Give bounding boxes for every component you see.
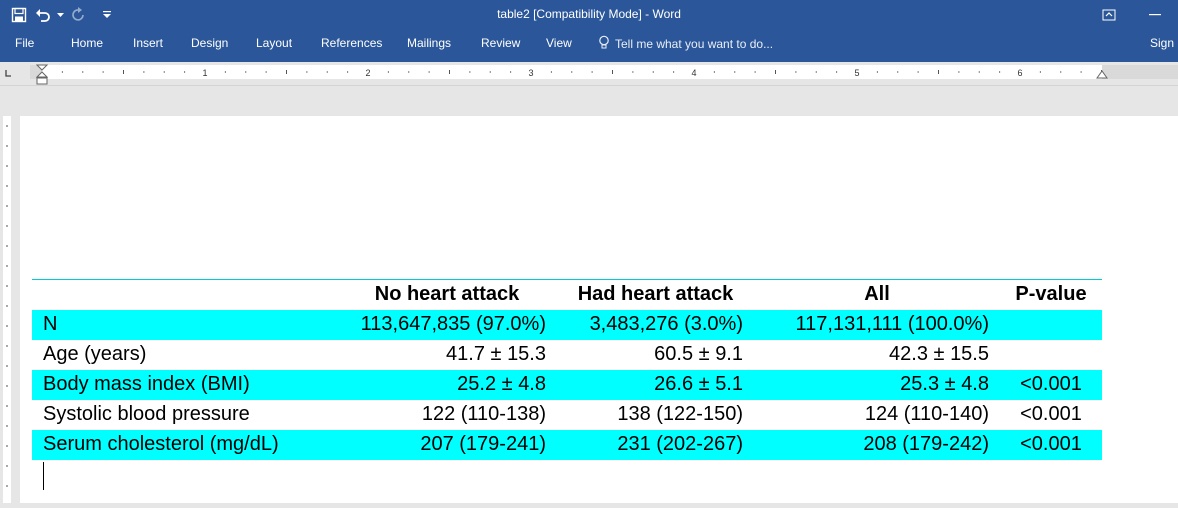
header-had-heart-attack: Had heart attack (577, 283, 734, 306)
table-row (32, 430, 1102, 460)
cell-had-heart-attack: 3,483,276 (3.0%) (557, 310, 754, 340)
tab-file[interactable]: File (15, 36, 35, 50)
horizontal-ruler[interactable] (30, 65, 1178, 79)
cell-no-heart-attack: 207 (179-241) (337, 430, 557, 460)
cell-had-heart-attack: 231 (202-267) (557, 430, 754, 460)
ruler-number: 2 (365, 68, 371, 78)
cell-p-value (1000, 340, 1102, 370)
tab-mailings[interactable]: Mailings (407, 36, 452, 50)
tab-home[interactable]: Home (71, 36, 104, 50)
cell-had-heart-attack: 60.5 ± 9.1 (654, 343, 743, 365)
row-label: N (32, 310, 337, 340)
table-row (32, 340, 1102, 370)
table-header-row (32, 280, 1102, 310)
cell-had-heart-attack: 138 (122-150) (617, 403, 743, 425)
cell-had-heart-attack: 26.6 ± 5.1 (557, 370, 754, 400)
header-cell-empty (32, 280, 337, 310)
cell-all: 208 (179-242) (754, 430, 1000, 460)
header-p-value: P-value (1015, 283, 1087, 306)
right-indent-marker-icon[interactable] (1096, 69, 1108, 79)
cell-p-value: <0.001 (1020, 403, 1082, 425)
ruler-ticks (30, 65, 1178, 89)
ruler-number: 4 (691, 68, 697, 78)
ruler-number: 6 (1017, 68, 1023, 78)
ribbon-display-options-icon[interactable] (1086, 0, 1132, 30)
tab-selector[interactable] (3, 68, 15, 80)
lightbulb-icon (598, 35, 610, 53)
cell-p-value: <0.001 (1000, 430, 1102, 460)
tab-layout[interactable]: Layout (256, 36, 293, 50)
header-all: All (864, 283, 890, 306)
tab-insert[interactable]: Insert (133, 36, 164, 50)
vertical-ruler-track (3, 116, 11, 503)
cell-all: 124 (110-140) (864, 403, 989, 425)
table-row (32, 370, 1102, 400)
tab-review[interactable]: Review (481, 36, 521, 50)
cell-no-heart-attack: 122 (110-138) (421, 403, 546, 425)
indent-marker-icon[interactable] (36, 64, 48, 86)
minimize-icon[interactable] (1132, 0, 1178, 30)
cell-no-heart-attack: 113,647,835 (97.0%) (337, 310, 557, 340)
tell-me-box[interactable] (598, 35, 773, 53)
horizontal-ruler-bar (0, 62, 1178, 86)
cell-p-value (1000, 310, 1102, 340)
row-label: Body mass index (BMI) (32, 370, 337, 400)
ruler-number: 5 (854, 68, 860, 78)
title-bar (0, 0, 1178, 30)
row-label: Systolic blood pressure (43, 403, 250, 425)
header-no-heart-attack: No heart attack (374, 283, 520, 306)
window-controls (1086, 0, 1178, 30)
window-title: table2 [Compatibility Mode] - Word (497, 7, 681, 21)
data-table[interactable] (32, 279, 1102, 460)
row-label: Serum cholesterol (mg/dL) (32, 430, 337, 460)
cell-p-value: <0.001 (1000, 370, 1102, 400)
text-cursor (43, 462, 44, 490)
tab-design[interactable]: Design (191, 36, 229, 50)
cell-no-heart-attack: 25.2 ± 4.8 (337, 370, 557, 400)
ruler-number: 3 (528, 68, 534, 78)
vertical-ruler (0, 86, 12, 503)
sign-in-link[interactable]: Sign (1149, 36, 1174, 50)
ribbon-tabs (0, 30, 1178, 62)
tell-me-text: Tell me what you want to do... (615, 37, 774, 51)
row-label: Age (years) (43, 343, 147, 365)
cell-all: 42.3 ± 15.5 (889, 343, 989, 365)
tab-view[interactable]: View (546, 36, 572, 50)
tab-references[interactable]: References (321, 36, 383, 50)
ruler-number: 1 (202, 68, 208, 78)
cell-no-heart-attack: 41.7 ± 15.3 (446, 343, 546, 365)
table-row (32, 310, 1102, 340)
cell-all: 25.3 ± 4.8 (754, 370, 1000, 400)
cell-all: 117,131,111 (100.0%) (754, 310, 1000, 340)
table-row (32, 400, 1102, 430)
